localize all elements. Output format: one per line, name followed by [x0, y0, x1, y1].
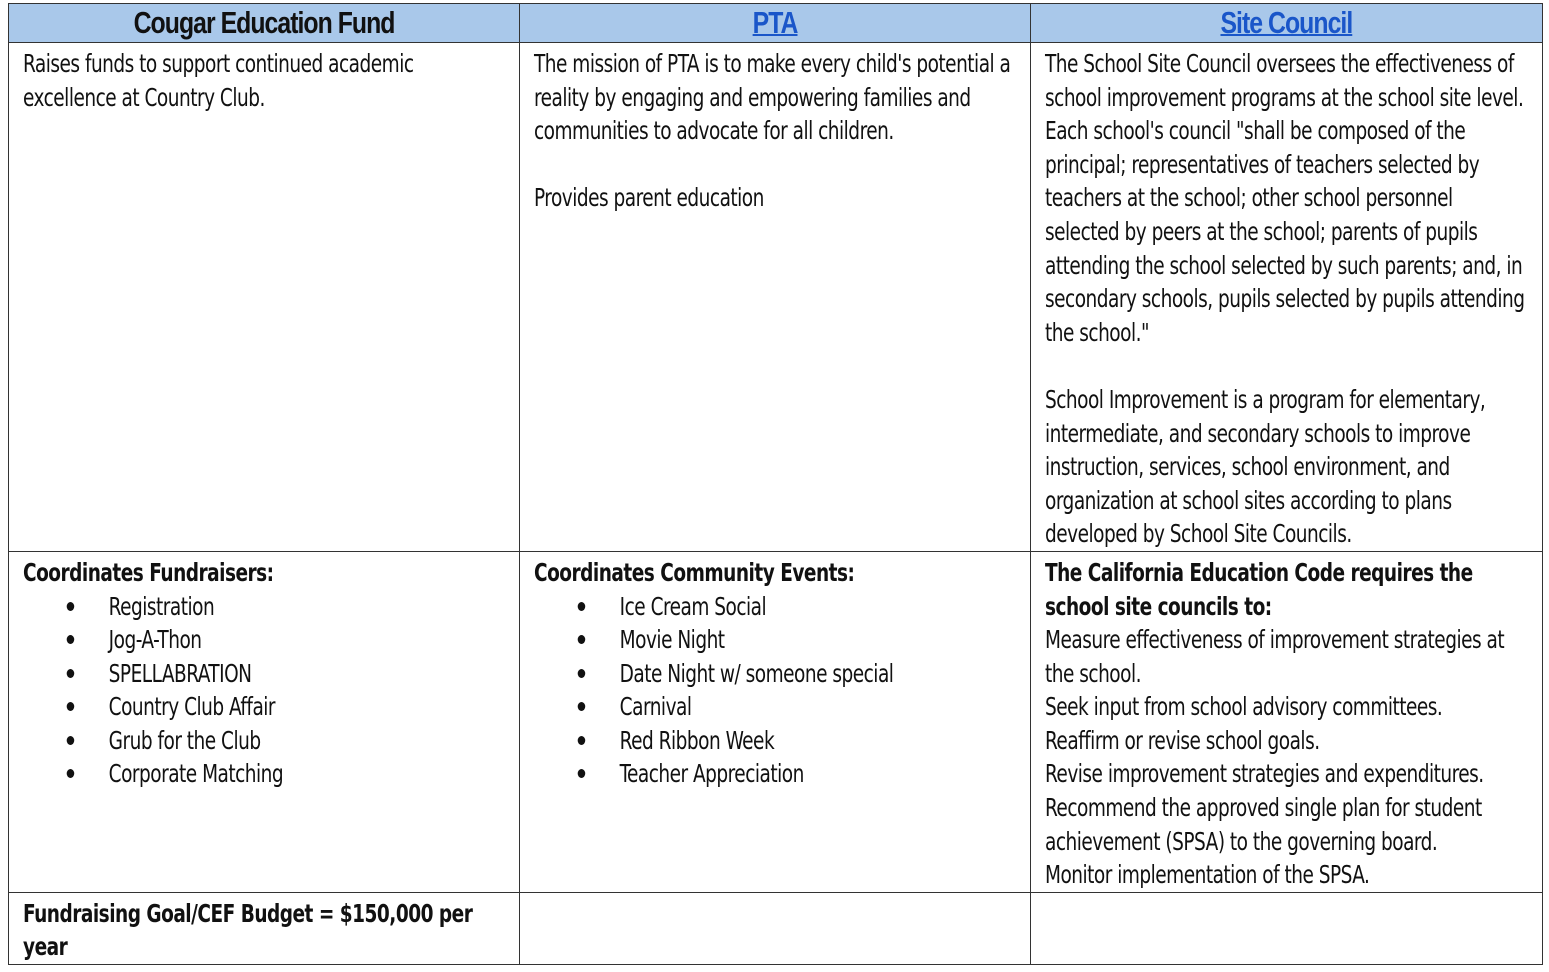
list-item: Corporate Matching — [23, 757, 505, 791]
header-cef-title: Cougar Education Fund — [133, 5, 395, 40]
pta-parent-education-text: Provides parent education — [534, 183, 764, 213]
header-pta — [520, 4, 1031, 43]
site-council-budget-cell — [1031, 892, 1543, 964]
pta-link[interactable]: PTA — [752, 5, 798, 40]
header-row — [9, 4, 1543, 43]
list-item: Registration — [23, 590, 505, 624]
cef-fundraisers-list — [23, 590, 505, 792]
cef-budget-cell — [9, 892, 520, 964]
list-item: Red Ribbon Week — [534, 724, 1016, 758]
list-item: Grub for the Club — [23, 724, 505, 758]
requirement-line: Revise improvement strategies and expenditures. — [1045, 759, 1484, 789]
school-improvement-text: School Improvement is a program for elementary, intermediate, and secondary schools to improve instruction, services, school environment, and organization at school sites according to plans developed by School Site Councils. — [1045, 384, 1486, 549]
site-council-mission-cell — [1031, 43, 1543, 552]
list-item: Country Club Affair — [23, 690, 505, 724]
list-item: Movie Night — [534, 623, 1016, 657]
requirement-line: Reaffirm or revise school goals. — [1045, 725, 1320, 755]
site-council-activities-cell — [1031, 551, 1543, 892]
cef-mission-cell — [9, 43, 520, 552]
pta-events-list — [534, 590, 1016, 792]
cef-budget-text: Fundraising Goal/CEF Budget = $150,000 per year — [23, 898, 473, 962]
activities-row — [9, 551, 1543, 892]
requirement-line: Seek input from school advisory committees. — [1045, 692, 1443, 722]
list-item: SPELLABRATION — [23, 657, 505, 691]
list-item: Date Night w/ someone special — [534, 657, 1016, 691]
pta-mission-text: The mission of PTA is to make every child's potential a reality by engaging and empowering families and communities to advocate for all children. — [534, 49, 1011, 146]
list-item: Ice Cream Social — [534, 590, 1016, 624]
site-council-mission-text: The School Site Council oversees the effectiveness of school improvement programs at the school site level. Each school's council "shall be composed of the principal; representatives of teachers selected by teachers at the school; other school personnel selected by peers at the school; parents of pupils attending the school selected by such parents; and, in secondary schools, pupils selected by pupils attending the school." — [1045, 49, 1525, 347]
list-item: Teacher Appreciation — [534, 757, 1016, 791]
pta-activities-heading: Coordinates Community Events: — [534, 557, 855, 587]
cef-mission-text: Raises funds to support continued academic excellence at Country Club. — [23, 49, 414, 112]
pta-mission-cell — [520, 43, 1031, 552]
organizations-table — [8, 3, 1543, 965]
header-site-council — [1031, 4, 1543, 43]
list-item: Carnival — [534, 690, 1016, 724]
mission-row — [9, 43, 1543, 552]
site-council-link[interactable]: Site Council — [1220, 5, 1353, 40]
list-item: Jog-A-Thon — [23, 623, 505, 657]
requirement-line: Recommend the approved single plan for student achievement (SPSA) to the governing board. — [1045, 793, 1482, 856]
budget-row — [9, 892, 1543, 964]
requirement-line: Measure effectiveness of improvement strategies at the school. — [1045, 625, 1505, 688]
cef-activities-cell — [9, 551, 520, 892]
cef-activities-heading: Coordinates Fundraisers: — [23, 557, 274, 587]
pta-budget-cell — [520, 892, 1031, 964]
requirement-line: Monitor implementation of the SPSA. — [1045, 860, 1370, 890]
header-cef — [9, 4, 520, 43]
site-council-activities-heading: The California Education Code requires the school site councils to: — [1045, 557, 1473, 621]
pta-activities-cell — [520, 551, 1031, 892]
